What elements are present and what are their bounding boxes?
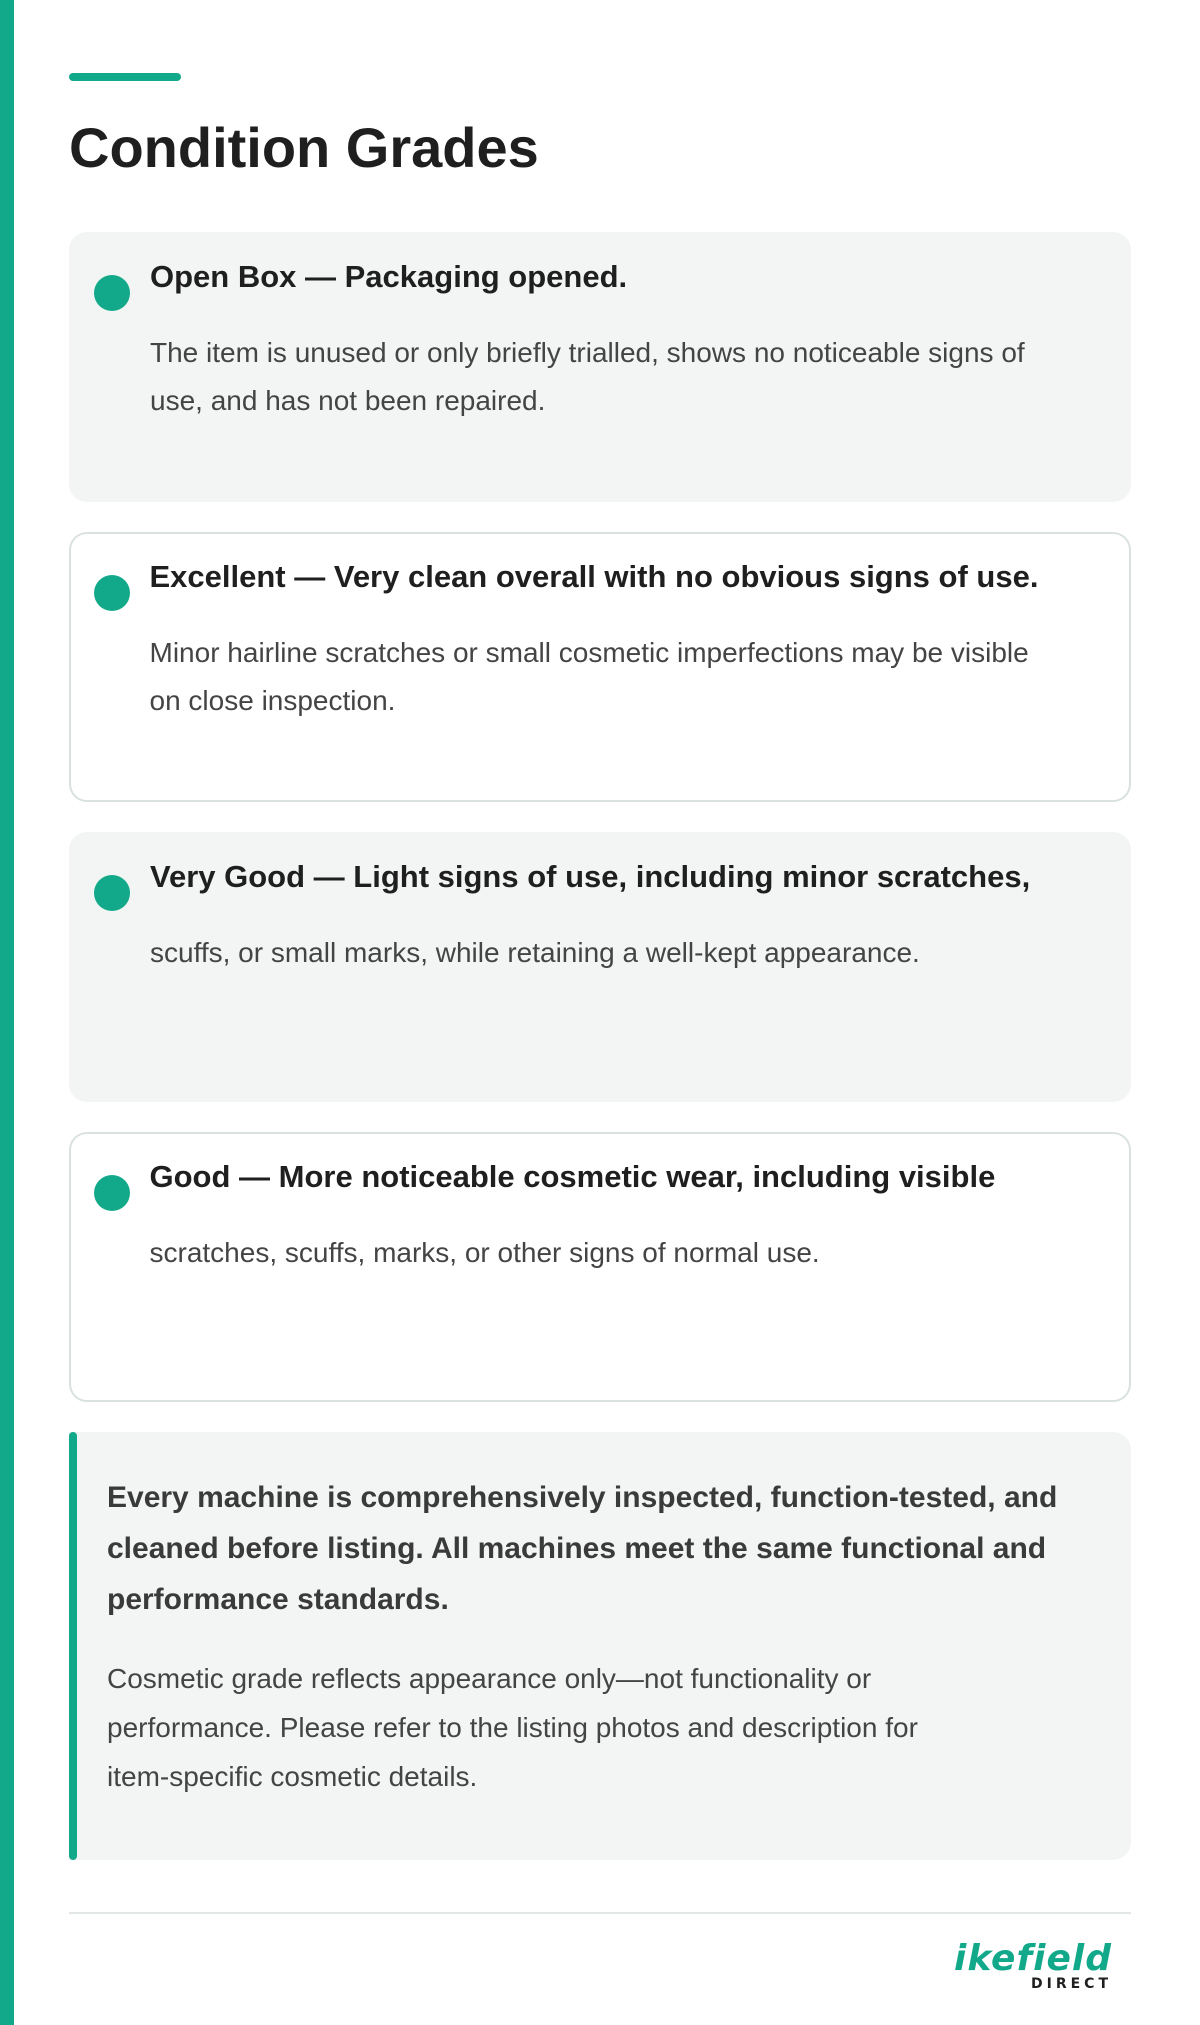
note-accent-bar	[69, 1432, 77, 1860]
grade-heading: Very Good — Light signs of use, including minor scratches,	[150, 859, 1031, 894]
bullet-dot-icon	[94, 875, 130, 911]
bullet-dot-icon	[94, 275, 130, 311]
grade-heading: Excellent — Very clean overall with no obvious signs of use.	[149, 558, 1039, 594]
page-title: Condition Grades	[69, 116, 539, 179]
bullet-dot-icon	[94, 1175, 130, 1211]
inspection-note	[69, 1432, 1131, 1860]
grade-description: Minor hairline scratches or small cosmetic imperfections may be visible on close inspection.	[149, 636, 1029, 716]
logo-wordmark: ikefield	[954, 1938, 1112, 1979]
brand-logo	[912, 1940, 1112, 1992]
footer-divider	[69, 1912, 1131, 1914]
grade-card-good	[69, 1132, 1131, 1402]
logo-subtext: DIRECT	[1031, 1976, 1112, 1992]
bullet-dot-icon	[94, 575, 130, 611]
grade-heading: Open Box — Packaging opened.	[150, 259, 628, 294]
grade-card-very-good	[69, 832, 1131, 1102]
title-accent-line	[69, 73, 181, 81]
left-accent-bar	[0, 0, 14, 2025]
note-emphasis-text: Every machine is comprehensively inspected, function-tested, and cleaned before listing. All machines meet the same functional and performance standards.	[107, 1481, 1058, 1616]
grade-card-excellent	[69, 532, 1131, 802]
grade-description: scratches, scuffs, marks, or other signs of normal use.	[149, 1236, 820, 1268]
grade-description: The item is unused or only briefly trialled, shows no noticeable signs of use, and has not been repaired.	[150, 337, 1025, 416]
grade-heading: Good — More noticeable cosmetic wear, including visible	[149, 1158, 996, 1194]
grade-description: scuffs, or small marks, while retaining a well-kept appearance.	[150, 937, 920, 968]
note-body-text: Cosmetic grade reflects appearance only—not functionality or performance. Please refer to the listing photos and description for item-specific cosmetic details.	[107, 1663, 918, 1792]
grade-card-open-box	[69, 232, 1131, 502]
